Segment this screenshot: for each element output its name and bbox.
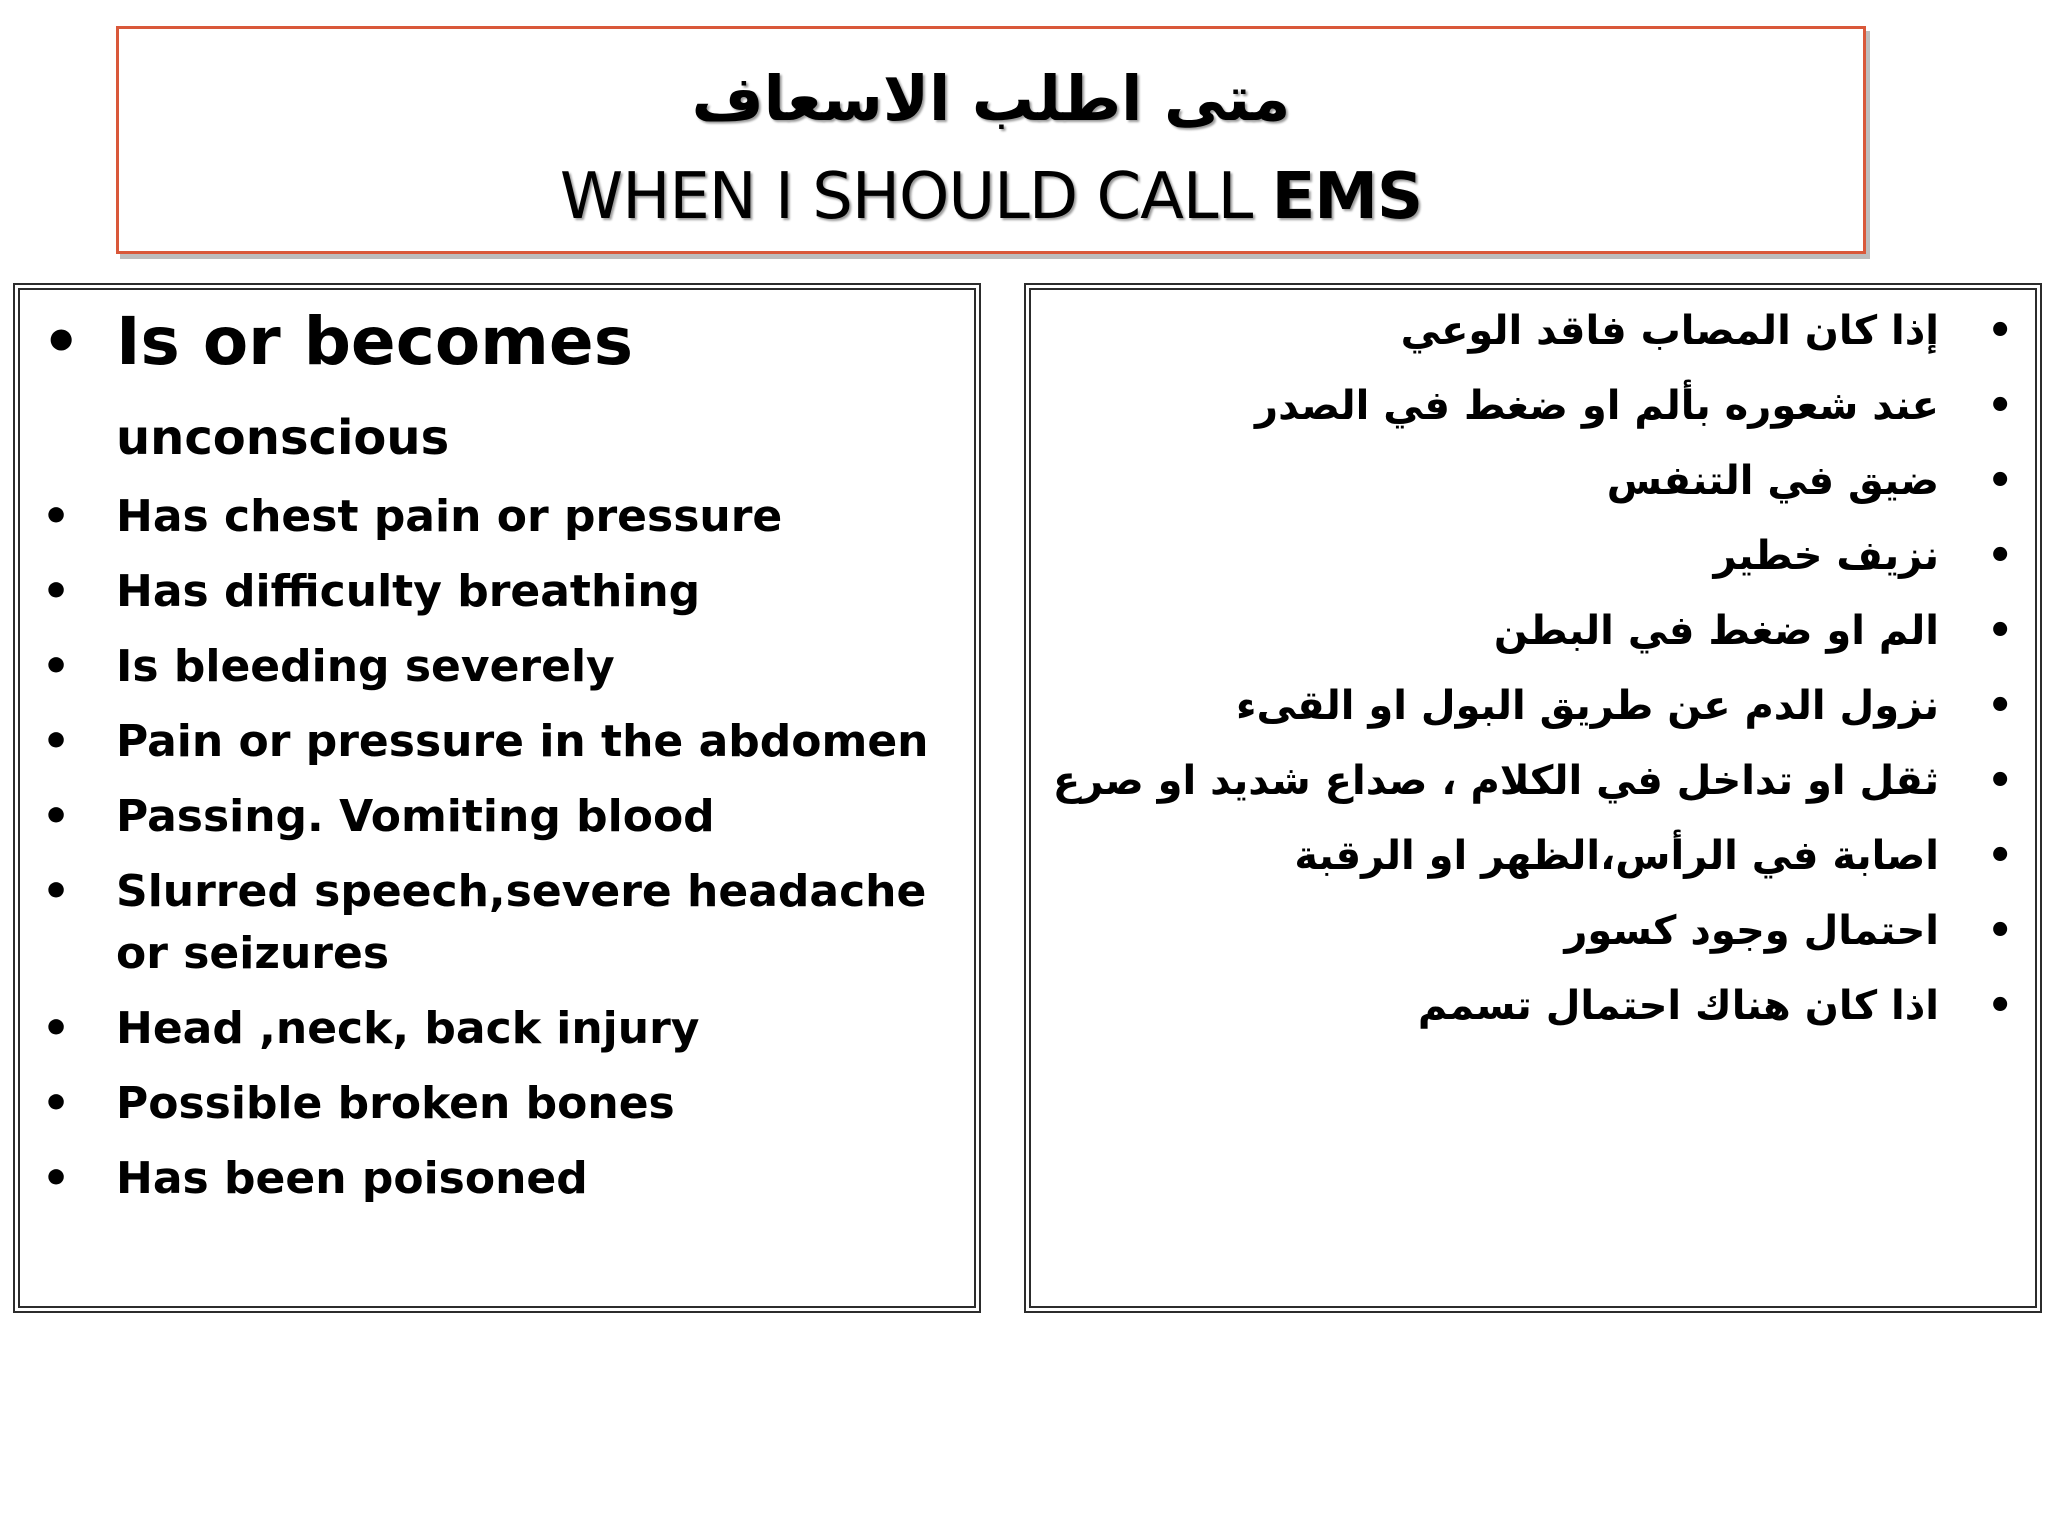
english-list (20, 300, 974, 1223)
list-item-text: نزول الدم عن طريق البول او القىء (1236, 683, 1939, 729)
list-item (1031, 900, 2035, 962)
list-item (1031, 975, 2035, 1037)
arabic-list (1031, 300, 2035, 1050)
list-item (1031, 450, 2035, 512)
list-item-text: Head ,neck, back injury (116, 1003, 700, 1054)
list-item (20, 711, 974, 773)
bullet: • (42, 1003, 71, 1054)
list-item (1031, 300, 2035, 362)
list-item (20, 861, 974, 985)
bullet: • (1987, 758, 2013, 804)
bullet: • (1987, 983, 2013, 1029)
title-english-prefix: WHEN I SHOULD CALL (559, 160, 1272, 234)
bullet: • (42, 307, 81, 377)
list-item-text: Has chest pain or pressure (116, 491, 783, 542)
list-item-text: Passing. Vomiting blood (116, 791, 715, 842)
bullet: • (42, 641, 71, 692)
list-item (20, 300, 974, 480)
list-item-text: ضيق في التنفس (1606, 458, 1939, 504)
list-item (20, 1073, 974, 1135)
arabic-panel (1029, 288, 2037, 1308)
bullet: • (1987, 308, 2013, 354)
bullet: • (1987, 458, 2013, 504)
bullet: • (42, 716, 71, 767)
list-item-text: Is bleeding severely (116, 641, 615, 692)
list-item-text: اصابة في الرأس،الظهر او الرقبة (1294, 833, 1939, 879)
bullet: • (42, 1078, 71, 1129)
title-english (119, 157, 1863, 237)
english-panel (18, 288, 976, 1308)
list-item-text: احتمال وجود كسور (1564, 908, 1939, 954)
list-item-large-text: Is or becomes (116, 303, 633, 380)
list-item-text: Possible broken bones (116, 1078, 675, 1129)
list-item-text: الم او ضغط في البطن (1493, 608, 1939, 654)
list-item (20, 636, 974, 698)
bullet: • (1987, 533, 2013, 579)
bullet: • (42, 791, 71, 842)
list-item-text: Has difficulty breathing (116, 566, 701, 617)
bullet: • (42, 566, 71, 617)
list-item (20, 561, 974, 623)
list-item-text: ثقل او تداخل في الكلام ، صداع شديد او صرع (1052, 758, 1939, 804)
title-english-ems: EMS (1271, 160, 1423, 234)
bullet: • (42, 491, 71, 542)
bullet: • (1987, 908, 2013, 954)
list-item-text: نزيف خطير (1713, 533, 1939, 579)
bullet: • (1987, 683, 2013, 729)
list-item (1031, 375, 2035, 437)
list-item (1031, 825, 2035, 887)
list-item (1031, 750, 2035, 812)
list-item-text: اذا كان هناك احتمال تسمم (1417, 983, 1939, 1029)
list-item-text: عند شعوره بألم او ضغط في الصدر (1255, 383, 1939, 429)
list-item-text: Has been poisoned (116, 1153, 588, 1204)
bullet: • (1987, 833, 2013, 879)
bullet: • (1987, 608, 2013, 654)
list-item (20, 486, 974, 548)
bullet: • (42, 1153, 71, 1204)
bullet: • (1987, 383, 2013, 429)
list-item (1031, 600, 2035, 662)
list-item-text: Slurred speech,severe headache or seizures (116, 866, 927, 979)
title-box (116, 26, 1866, 254)
list-item (1031, 525, 2035, 587)
bullet: • (42, 866, 71, 917)
list-item-text: Pain or pressure in the abdomen (116, 716, 929, 767)
list-item (20, 786, 974, 848)
list-item (20, 998, 974, 1060)
title-arabic: متى اطلب الاسعاف (691, 62, 1291, 135)
list-item-small-text: unconscious (116, 410, 450, 466)
list-item (20, 1148, 974, 1210)
list-item-text: إذا كان المصاب فاقد الوعي (1400, 308, 1939, 354)
list-item (1031, 675, 2035, 737)
